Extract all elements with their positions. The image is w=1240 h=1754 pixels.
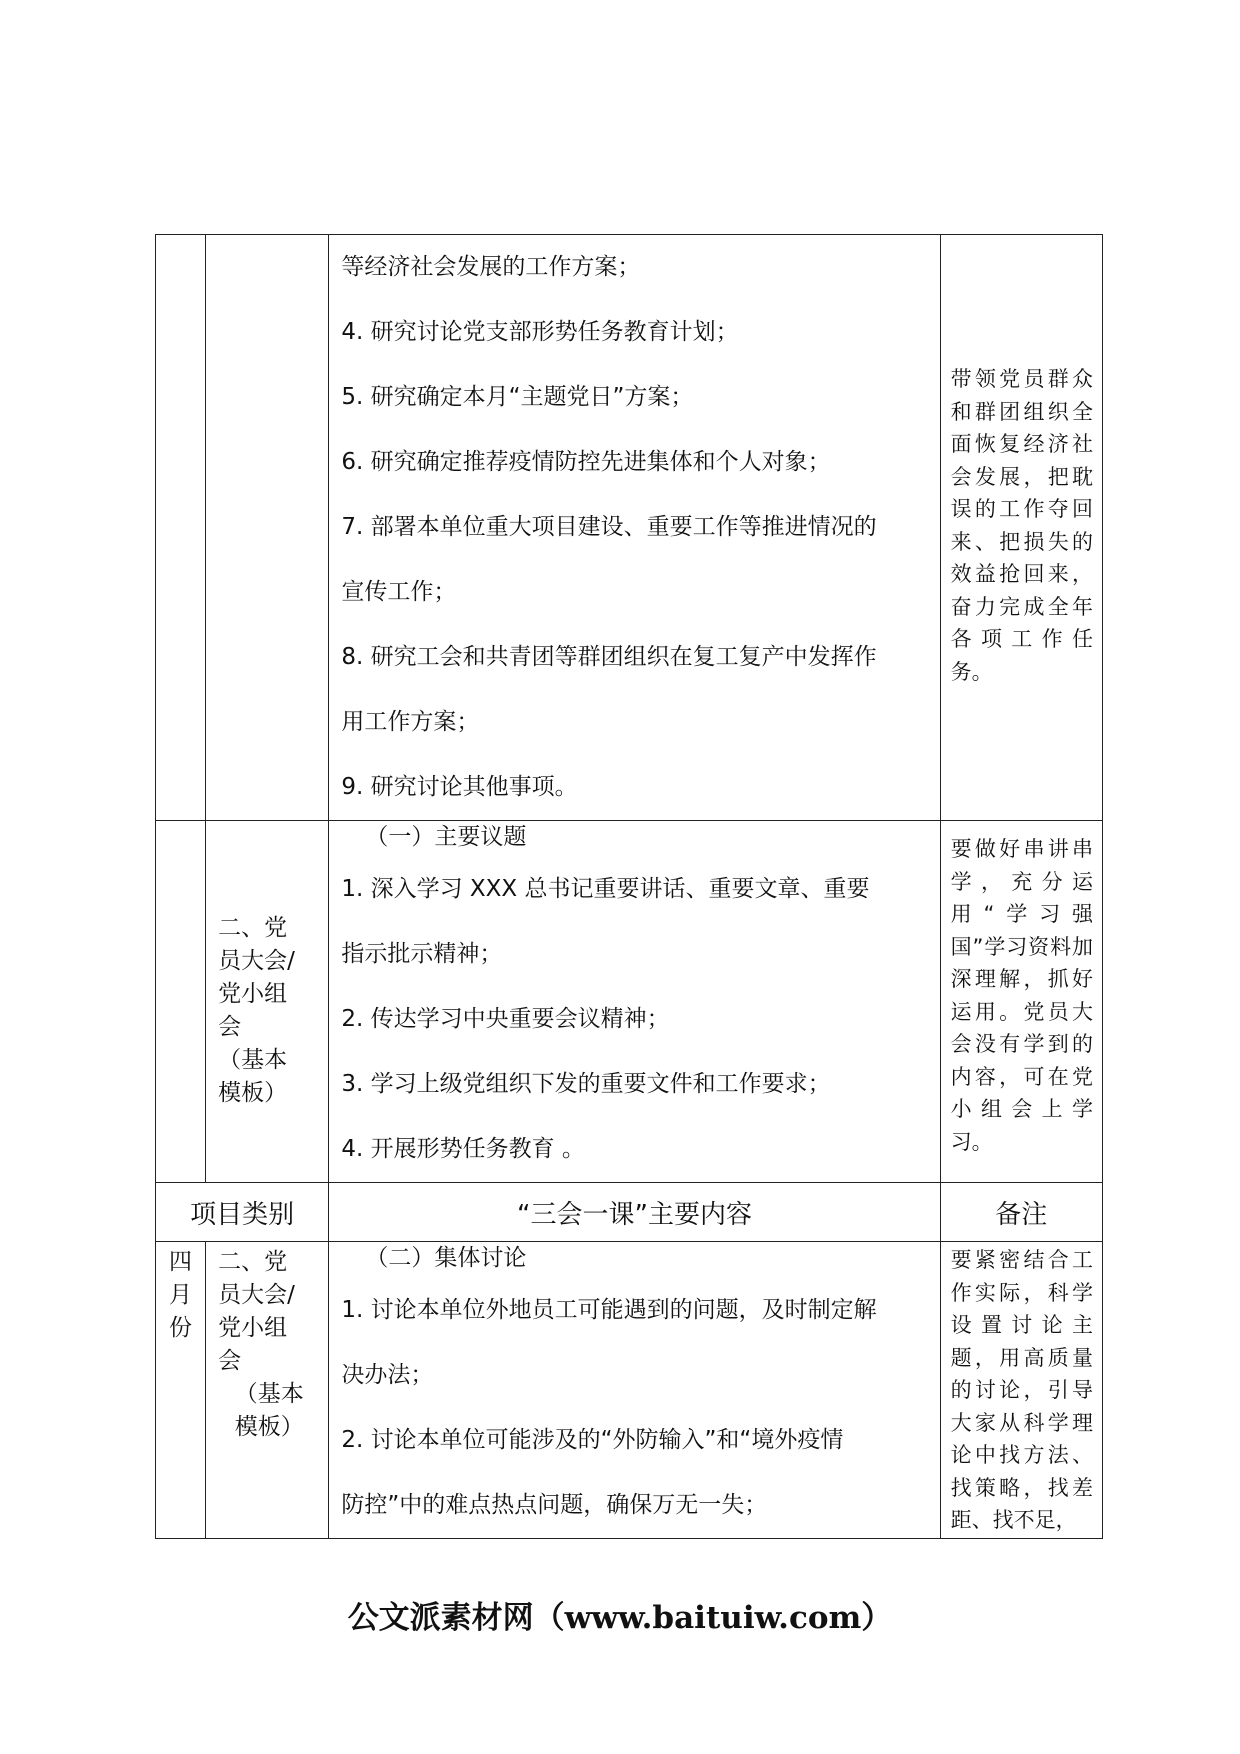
category-line: 会 [218,1013,242,1040]
category-line: 二、党 [218,1249,288,1275]
category-line: 员大会/ [218,947,295,974]
section-heading: （一）主要议题 [365,824,527,850]
month-text [156,1242,205,1345]
content-line: 决办法； [341,1362,434,1388]
note-cell [940,821,1102,1183]
note-text: 要紧密结合工作实际，科学设置讨论主题，用高质量的讨论，引导大家从科学理论中找方法、找策略，找差距、找不足， [950,1248,1093,1532]
month-line: 四 [169,1249,193,1275]
content-line: 3. 学习上级党组织下发的重要文件和工作要求； [341,1071,831,1097]
category-line: 模板） [218,1079,288,1106]
content-cell [329,1242,940,1539]
note-cell [940,235,1102,821]
content-cell [329,821,940,1183]
content-line: 2. 讨论本单位可能涉及的“外防输入”和“境外疫情 [341,1427,844,1453]
section-heading: （二）集体讨论 [365,1245,527,1271]
plan-table [155,234,1103,1539]
category-line: 员大会/ [218,1282,295,1308]
content-line: 1. 深入学习 XXX 总书记重要讲话、重要文章、重要 [341,876,870,902]
content-line: 6. 研究确定推荐疫情防控先进集体和个人对象； [341,449,831,475]
header-content: “三会一课”主要内容 [329,1183,940,1242]
content-line: 等经济社会发展的工作方案； [341,254,641,280]
content-line: 9. 研究讨论其他事项。 [341,774,578,800]
content-line: 4. 研究讨论党支部形势任务教育计划； [341,319,739,345]
content-line: 7. 部署本单位重大项目建设、重要工作等推进情况的 [341,514,877,540]
header-note: 备注 [940,1183,1102,1242]
table-header-row [156,1183,1103,1242]
note-text: 带领党员群众和群团组织全面恢复经济社会发展，把耽误的工作夺回来、把损失的效益抢回来，奋力完成全年各项工作任务。 [950,367,1093,684]
content-line: 防控”中的难点热点问题，确保万无一失； [341,1492,768,1518]
category-line: （基本 [218,1046,288,1073]
month-cell [156,821,206,1183]
category-line: 二、党 [218,914,288,941]
table-row [156,821,1103,1183]
month-cell [156,235,206,821]
content-line: 指示批示精神； [341,941,503,967]
category-line: 会 [218,1348,242,1374]
category-cell [206,235,329,821]
month-cell [156,1242,206,1539]
table-row [156,1242,1103,1539]
content-cell [329,235,940,821]
table-row [156,235,1103,821]
note-cell [940,1242,1102,1539]
content-line: 用工作方案； [341,709,480,735]
month-line: 月 [169,1282,193,1308]
content-line: 2. 传达学习中央重要会议精神； [341,1006,670,1032]
category-cell [206,821,329,1183]
month-line: 份 [169,1315,193,1341]
footer-watermark: 公文派素材网（www.baituiw.com） [347,1600,893,1636]
content-line: 5. 研究确定本月“主题党日”方案； [341,384,694,410]
category-cell [206,1242,329,1539]
category-line: 模板） [234,1414,304,1440]
content-line: 宣传工作； [341,579,457,605]
category-line: 党小组 [218,1315,288,1341]
content-line: 4. 开展形势任务教育 。 [341,1136,585,1162]
category-text [206,894,328,1110]
category-line: 党小组 [218,980,288,1007]
content-line: 1. 讨论本单位外地员工可能遇到的问题，及时制定解 [341,1297,877,1323]
header-category: 项目类别 [156,1183,329,1242]
category-line: （基本 [234,1381,304,1407]
category-text [206,1242,328,1444]
note-text: 要做好串讲串学，充分运用“学习强国”学习资料加深理解，抓好运用。党员大会没有学到的内容，可在党小组会上学习。 [950,837,1093,1154]
content-line: 8. 研究工会和共青团等群团组织在复工复产中发挥作 [341,644,877,670]
